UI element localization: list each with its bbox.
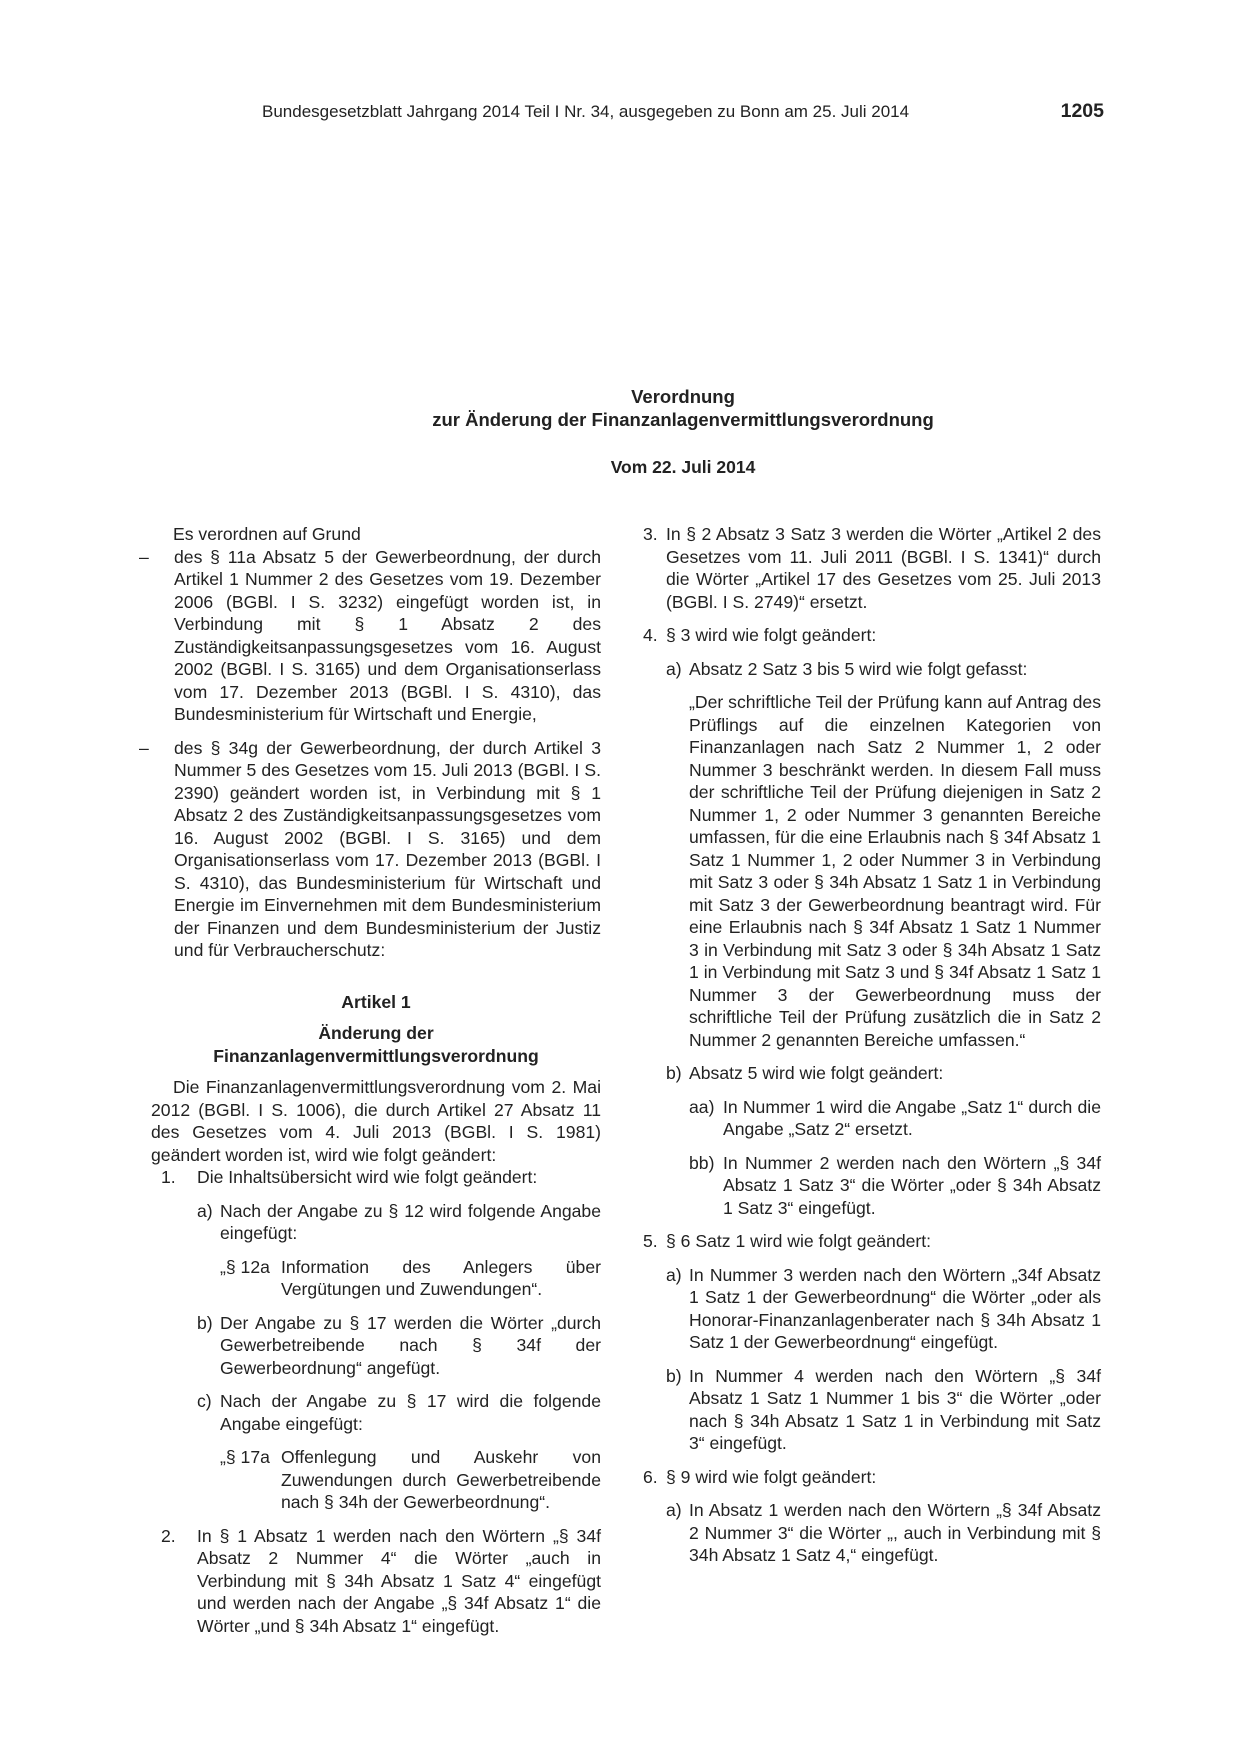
item-5b-text: In Nummer 4 werden nach den Wörtern „§ 34f Absatz 1 Satz 1 Nummer 1 bis 3“ die Wörter „oder nach § 34h Absatz 1 Satz 1 in Verbindung mit Satz 3“ eingefügt. <box>689 1365 1101 1453</box>
item-1c-quote <box>151 1446 601 1514</box>
item-4-text: § 3 wird wie folgt geändert: <box>666 625 877 645</box>
left-column <box>139 523 601 1648</box>
item-5-text: § 6 Satz 1 wird wie folgt geändert: <box>666 1231 932 1251</box>
article-intro: Die Finanzanlagenvermittlungsverordnung vom 2. Mai 2012 (BGBl. I S. 1006), die durch Artikel 27 Absatz 11 des Gesetzes vom 4. Juli 2013 (BGBl. I S. 1981) geändert worden ist, wird wie folgt geändert: <box>151 1077 601 1165</box>
item-2 <box>151 1525 601 1638</box>
item-4 <box>643 624 1101 647</box>
item-4a <box>643 658 1101 681</box>
item-3-text: In § 2 Absatz 3 Satz 3 werden die Wörter „Artikel 2 des Gesetzes vom 11. Juli 2011 (BGBl. I S. 1341)“ durch die Wörter „Artikel 17 des Gesetzes vom 25. Juli 2013 (BGBl. I S. 2749)“ ersetzt. <box>666 524 1101 612</box>
item-4a-text: Absatz 2 Satz 3 bis 5 wird wie folgt gefasst: <box>689 658 1028 679</box>
document-title <box>262 385 1104 431</box>
item-4b-bb <box>643 1152 1101 1220</box>
preamble-intro: Es verordnen auf Grund <box>173 524 361 544</box>
preamble-bullet-1 <box>139 546 601 726</box>
item-4b-bb-text: In Nummer 2 werden nach den Wörtern „§ 34f Absatz 1 Satz 3“ die Wörter „oder § 34h Absatz 1 Satz 3“ eingefügt. <box>723 1152 1101 1218</box>
item-3 <box>643 523 1101 613</box>
item-letter: a) <box>666 1264 682 1285</box>
preamble-bullet-1-text: des § 11a Absatz 5 der Gewerbeordnung, der durch Artikel 1 Nummer 2 des Gesetzes vom 19. Dezember 2006 (BGBl. I S. 3232) eingefügt worden ist, in Verbindung mit § 1 Absatz 2 des Zuständigkeitsanpassungsgesetzes vom 16. August 2002 (BGBl. I S. 3165) und dem Organisationserlass vom 17. Dezember 2013 (BGBl. I S. 4310), das Bundesministerium für Wirtschaft und Energie, <box>174 546 601 724</box>
item-letter: b) <box>666 1063 682 1083</box>
item-letter: a) <box>666 658 682 679</box>
item-letter: b) <box>197 1312 213 1333</box>
item-1a <box>151 1200 601 1245</box>
item-4a-quote <box>643 691 1101 1051</box>
item-4b-aa-text: In Nummer 1 wird die Angabe „Satz 1“ durch die Angabe „Satz 2“ ersetzt. <box>723 1096 1101 1139</box>
item-letter: b) <box>666 1365 682 1386</box>
preamble-bullet-2-text: des § 34g der Gewerbeordnung, der durch Artikel 3 Nummer 5 des Gesetzes vom 15. Juli 2013 (BGBl. I S. 2390) geändert worden ist, in Verbindung mit § 1 Absatz 2 des Zuständigkeitsanpassungsgesetzes vom 16. August 2002 (BGBl. I S. 3165) und dem Organisationserlass vom 17. Dezember 2013 (BGBl. I S. 4310), das Bundesministerium für Wirtschaft und Energie im Einvernehmen mit dem Bundesministerium der Finanzen und dem Bundesministerium der Justiz und für Verbraucherschutz: <box>174 737 601 960</box>
item-4b-text: Absatz 5 wird wie folgt geändert: <box>689 1063 944 1083</box>
running-title: Bundesgesetzblatt Jahrgang 2014 Teil I Nr. 34, ausgegeben zu Bonn am 25. Juli 2014 <box>262 102 910 121</box>
quote-marker: „§ 12a <box>220 1256 270 1277</box>
item-1a-quote-text: Information des Anlegers über Vergütungen und Zuwendungen“. <box>281 1256 601 1299</box>
item-letter: a) <box>197 1200 213 1221</box>
item-6a <box>643 1499 1101 1567</box>
title-line-2: zur Änderung der Finanzanlagenvermittlungsverordnung <box>432 409 934 430</box>
item-6a-text: In Absatz 1 werden nach den Wörtern „§ 34f Absatz 2 Nummer 3“ die Wörter „, auch in Verbindung mit § 34h Absatz 1 Satz 4,“ eingefügt. <box>689 1500 1101 1565</box>
running-header <box>262 100 1104 124</box>
item-1a-quote <box>151 1256 601 1301</box>
item-1a-text: Nach der Angabe zu § 12 wird folgende Angabe eingefügt: <box>220 1200 601 1243</box>
item-number: 5. <box>643 1231 658 1251</box>
item-6-text: § 9 wird wie folgt geändert: <box>666 1466 877 1487</box>
item-5 <box>643 1230 1101 1253</box>
bullet-marker: – <box>139 546 149 567</box>
item-number: 2. <box>161 1525 176 1546</box>
item-1c-text: Nach der Angabe zu § 17 wird die folgende Angabe eingefügt: <box>220 1391 601 1434</box>
article-subheading <box>151 1022 601 1067</box>
item-4b-aa <box>643 1096 1101 1141</box>
item-5a-text: In Nummer 3 werden nach den Wörtern „34f Absatz 1 Satz 1 der Gewerbeordnung“ die Wörter „oder als Honorar-Finanzanlagenberater nach § 34h Absatz 1 Satz 1 der Gewerbeordnung“ eingefügt. <box>689 1264 1101 1352</box>
article-subheading-line-2: Finanzanlagenvermittlungsverordnung <box>213 1045 539 1066</box>
item-sub-letter: bb) <box>689 1152 715 1173</box>
item-1b-text: Der Angabe zu § 17 werden die Wörter „durch Gewerbetreibende nach § 34f der Gewerbeordnung“ angefügt. <box>220 1312 601 1378</box>
item-1 <box>151 1166 601 1189</box>
title-line-1: Verordnung <box>631 386 735 407</box>
item-4a-quote-text: „Der schriftliche Teil der Prüfung kann auf Antrag des Prüflings auf die einzelnen Kategorien von Finanzanlagen nach Satz 2 Nummer 1, 2 oder Nummer 3 beschränkt werden. In diesem Fall muss der schriftliche Teil der Prüfung diejenigen in Satz 2 Nummer 1, 2 oder Nummer 3 genannten Bereiche umfassen, für die eine Erlaubnis nach § 34f Absatz 1 Satz 1 Nummer 1, 2 oder Nummer 3 in Verbindung mit Satz 3 oder § 34h Absatz 1 Satz 1 in Verbindung mit Satz 3 der Gewerbeordnung beantragt wird. Für eine Erlaubnis nach § 34f Absatz 1 Satz 1 Nummer 3 in Verbindung mit Satz 3 oder § 34h Absatz 1 Satz 1 in Verbindung mit Satz 3 und § 34f Absatz 1 Satz 1 Nummer 3 der Gewerbeordnung muss der schriftliche Teil der Prüfung zusätzlich die in Satz 2 Nummer 2 genannten Bereiche umfassen.“ <box>689 692 1101 1050</box>
item-number: 1. <box>161 1167 176 1187</box>
item-5b <box>643 1365 1101 1455</box>
item-6 <box>643 1466 1101 1489</box>
item-number: 3. <box>643 524 658 544</box>
right-column <box>643 523 1101 1578</box>
item-5a <box>643 1264 1101 1354</box>
preamble-bullet-2 <box>139 737 601 962</box>
document-date: Vom 22. Juli 2014 <box>610 457 756 477</box>
item-letter: a) <box>666 1500 682 1520</box>
quote-marker: „§ 17a <box>220 1447 270 1467</box>
article-subheading-line-1: Änderung der <box>318 1023 434 1043</box>
item-4b <box>643 1062 1101 1085</box>
item-number: 6. <box>643 1466 658 1487</box>
item-sub-letter: aa) <box>689 1096 715 1117</box>
item-2-text: In § 1 Absatz 1 werden nach den Wörtern „§ 34f Absatz 2 Nummer 4“ die Wörter „auch in Verbindung mit § 34h Absatz 1 Satz 4“ eingefügt und werden nach der Angabe „§ 34f Absatz 1“ die Wörter „und § 34h Absatz 1“ eingefügt. <box>197 1525 601 1636</box>
item-1-text: Die Inhaltsübersicht wird wie folgt geändert: <box>197 1167 538 1187</box>
item-letter: c) <box>197 1391 212 1411</box>
article-heading: Artikel 1 <box>341 991 411 1012</box>
item-1c <box>151 1390 601 1435</box>
bullet-marker: – <box>139 737 149 758</box>
item-1c-quote-text: Offenlegung und Auskehr von Zuwendungen durch Gewerbetreibende nach § 34h der Gewerbeordnung“. <box>281 1447 601 1512</box>
item-1b <box>151 1312 601 1380</box>
item-number: 4. <box>643 625 658 645</box>
page-number: 1205 <box>1060 100 1104 122</box>
